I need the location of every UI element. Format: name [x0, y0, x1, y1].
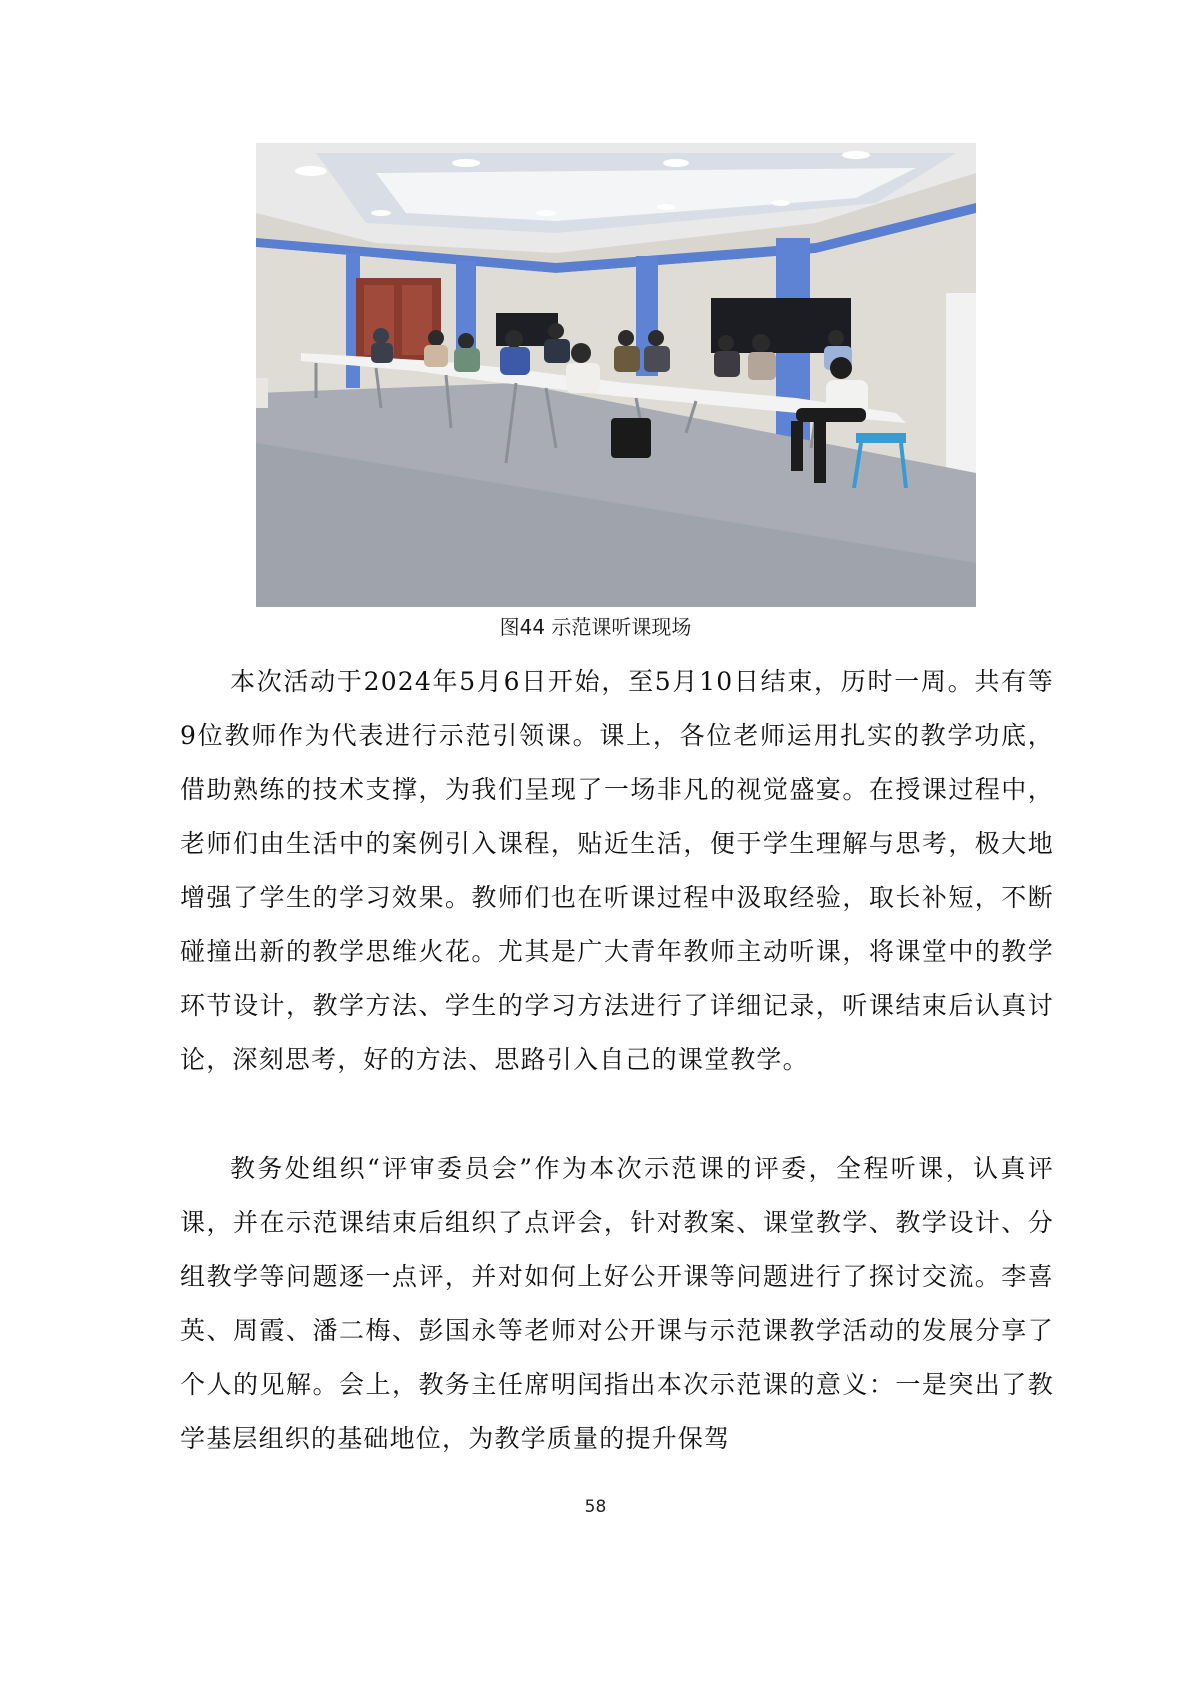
- body-paragraph-1: 本次活动于2024年5月6日开始，至5月10日结束，历时一周。共有等9位教师作为代表进行示范引领课。课上，各位老师运用扎实的教学功底，借助熟练的技术支撑，为我们呈现了一场非凡的视觉盛宴。在授课过程中，老师们由生活中的案例引入课程，贴近生活，便于学生理解与思考，极大地增强了学生的学习效果。教师们也在听课过程中汲取经验，取长补短，不断碰撞出新的教学思维火花。尤其是广大青年教师主动听课，将课堂中的教学环节设计，教学方法、学生的学习方法进行了详细记录，听课结束后认真讨论，深刻思考，好的方法、思路引入自己的课堂教学。: [180, 667, 1054, 1074]
- figure-caption: 图44 示范课听课现场: [499, 615, 692, 639]
- classroom-photo: [256, 143, 976, 607]
- body-paragraph-2: 教务处组织“评审委员会”作为本次示范课的评委，全程听课，认真评课，并在示范课结束后组织了点评会，针对教案、课堂教学、教学设计、分组教学等问题逐一点评，并对如何上好公开课等问题进行了探讨交流。李喜英、周霞、潘二梅、彭国永等老师对公开课与示范课教学活动的发展分享了个人的见解。会上，教务主任席明闰指出本次示范课的意义：一是突出了教学基层组织的基础地位，为教学质量的提升保驾: [180, 1154, 1054, 1453]
- page-number: 58: [584, 1497, 607, 1517]
